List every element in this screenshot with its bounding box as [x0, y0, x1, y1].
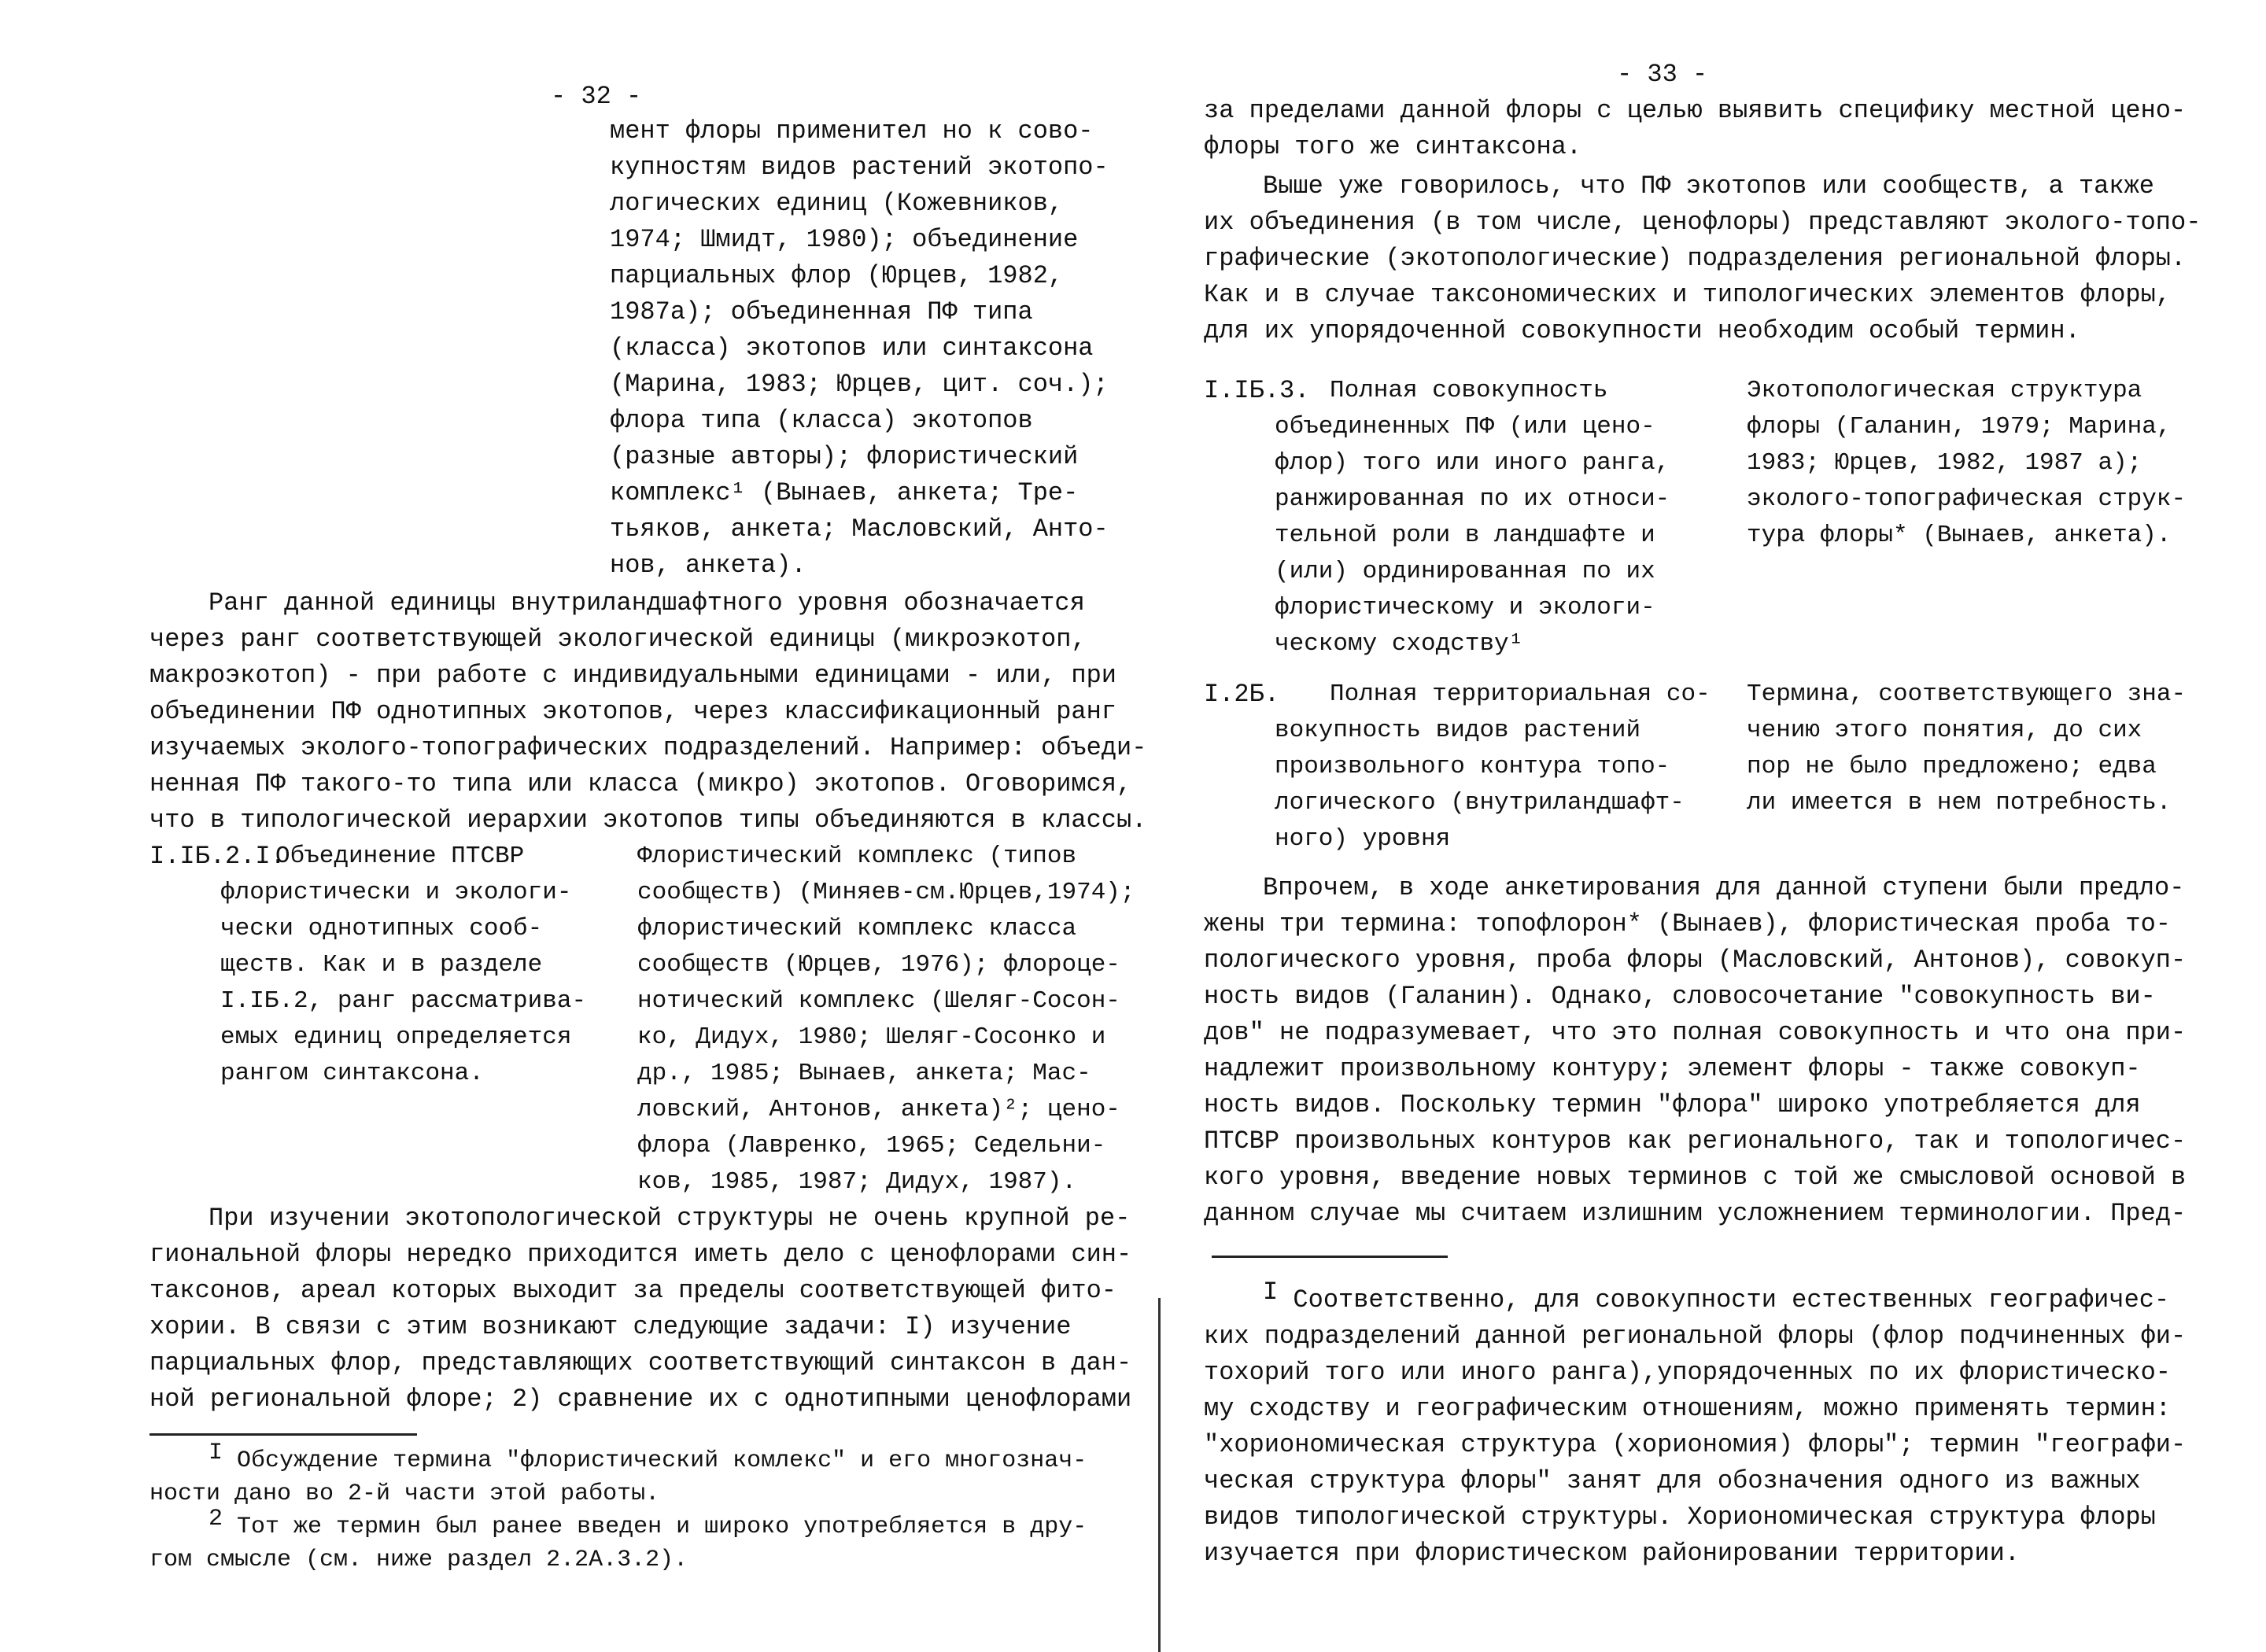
footnote-mark: I: [1263, 1278, 1279, 1307]
page-33: [1133, 0, 2266, 1652]
footnote-divider: [1212, 1256, 1448, 1258]
paragraph-above: Выше уже говорилось, что ПФ экотопов или сообществ, а также их объединения (в том числе, ценофлоры) представляют эколого-топо- графические (экотопологические) подразделения региональной флоры. Как и в случае таксономических и типологических элементов флоры, для их упорядоченной совокупности необходим особый термин.: [1204, 171, 2201, 345]
page-number: - 33 -: [1617, 60, 1708, 89]
entry-left-column: Объединение ПТСВР флористически и экологи- чески однотипных сооб- ществ. Как и в разделе I.IБ.2, ранг рассматрива- емых единиц определяется рангом синтаксона.: [220, 843, 587, 1087]
entry-2-left-column: Полная территориальная со- вокупность видов растений произвольного контура топо- логического (внутриландшафт- ного) уровня: [1275, 680, 1711, 853]
paragraph-survey: Впрочем, в ходе анкетирования для данной ступени были предло- жены три термина: топофлорон* (Вынаев), флористическая проба то- пологического уровня, проба флоры (Масловский, Антонов), совокуп- ность видов (Галанин). Однако, словосочетание "совокупность ви- дов" не подразумевает, что это полная совокупность и что она при- надлежит произвольному контуру; элемент флоры - также совокуп- ность видов. Поскольку термин "флора" широко употребляется для ПТСВР произвольных контуров как регионального, так и топологичес- кого уровня, введение новых терминов с той же смысловой основой в данном случае мы считаем излишним усложнением терминологии. Пред-: [1204, 873, 2187, 1228]
entry-2-right-column: Термина, соответствующего зна- чению этого понятия, до сих пор не было предложено; едва ли имеется в нем потребность.: [1747, 680, 2187, 817]
footnote-2-mark: 2: [209, 1506, 223, 1532]
opening-block: мент флоры применител но к сово- купностям видов растений экотопо- логических единиц (Кожевников, 1974; Шмидт, 1980); объединение парциальных флор (Юрцев, 1982, 1987а); объединенная ПФ типа (класса) экотопов или синтаксона (Марина, 1983; Юрцев, цит. соч.); флора типа (класса) экотопов (разные авторы); флористический комплекс¹ (Вынаев, анкета; Тре- тьяков, анкета; Масловский, Анто- нов, анкета).: [610, 116, 1109, 580]
footnote: I Соответственно, для совокупности естественных географичес- ких подразделений данной региональной флоры (флор подчиненных фи- тохорий того или иного ранга),упорядоченных по их флористическо- му сходству и географическим отношениям, можно применять термин: "хориономическая структура (хориономия) флоры"; термин "географи- ческая структура флоры" занят для обозначения одного из важных видов типологической структуры. Хориономическая структура флоры изучается при флористическом районировании территории.: [1204, 1278, 2187, 1568]
footnote-1-mark: I: [209, 1440, 223, 1466]
entry-right-column: Флористический комплекс (типов сообществ) (Миняев-см.Юрцев,1974); флористический комплекс класса сообществ (Юрцев, 1976); флороце- нотический комплекс (Шеляг-Сосон- ко, Дидух, 1980; Шеляг-Сосонко и др., 1985; Вынаев, анкета; Мас- ловский, Антонов, анкета)²; цено- флора (Лавренко, 1965; Седельни- ков, 1985, 1987; Дидух, 1987).: [637, 843, 1135, 1196]
footnote-divider: [149, 1433, 417, 1436]
entry-code: I.IБ.2.I.: [149, 842, 286, 871]
entry-2-code: I.2Б.: [1204, 680, 1280, 709]
entry-1-code: I.IБ.3.: [1204, 376, 1310, 405]
page-number: - 32 -: [551, 82, 642, 111]
entry-1-left-column: Полная совокупность объединенных ПФ (или цено- флор) того или иного ранга, ранжированная по их относи- тельной роли в ландшафте и (или) ординированная по их флористическому и экологи- ческому сходству¹: [1275, 377, 1670, 658]
opening: за пределами данной флоры с целью выявить специфику местной цено- флоры того же синтаксона.: [1204, 96, 2187, 161]
entry-1-right-column: Экотопологическая структура флоры (Галанин, 1979; Марина, 1983; Юрцев, 1982, 1987 а); эколого-топографическая струк- тура флоры* (Вынаев, анкета).: [1747, 377, 2187, 549]
paragraph-rank: Ранг данной единицы внутриландшафтного уровня обозначается через ранг соответствующей экологической единицы (микроэкотоп, макроэкотоп) - при работе с индивидуальными единицами - или, при объединении ПФ однотипных экотопов, через классификационный ранг изучаемых эколого-топографических подразделений. Например: объеди- ненная ПФ такого-то типа или класса (микро) экотопов. Оговоримся, что в типологической иерархии экотопов типы объединяются в классы.: [149, 588, 1147, 835]
paragraph-study: При изучении экотопологической структуры не очень крупной ре- гиональной флоры нередко приходится иметь дело с ценофлорами син- таксонов, ареал которых выходит за пределы соответствующей фито- хории. В связи с этим возникают следующие задачи: I) изучение парциальных флор, представляющих соответствующий синтаксон в дан- ной региональной флоре; 2) сравнение их с однотипными ценофлорами: [149, 1204, 1132, 1414]
footnotes: I Обсуждение термина "флористический комлекс" и его многознач- ности дано во 2-й части этой работы. 2 Тот же термин был ранее введен и широко употребляется в дру- гом смысле (см. ниже раздел 2.2А.3.2).: [149, 1440, 1087, 1573]
